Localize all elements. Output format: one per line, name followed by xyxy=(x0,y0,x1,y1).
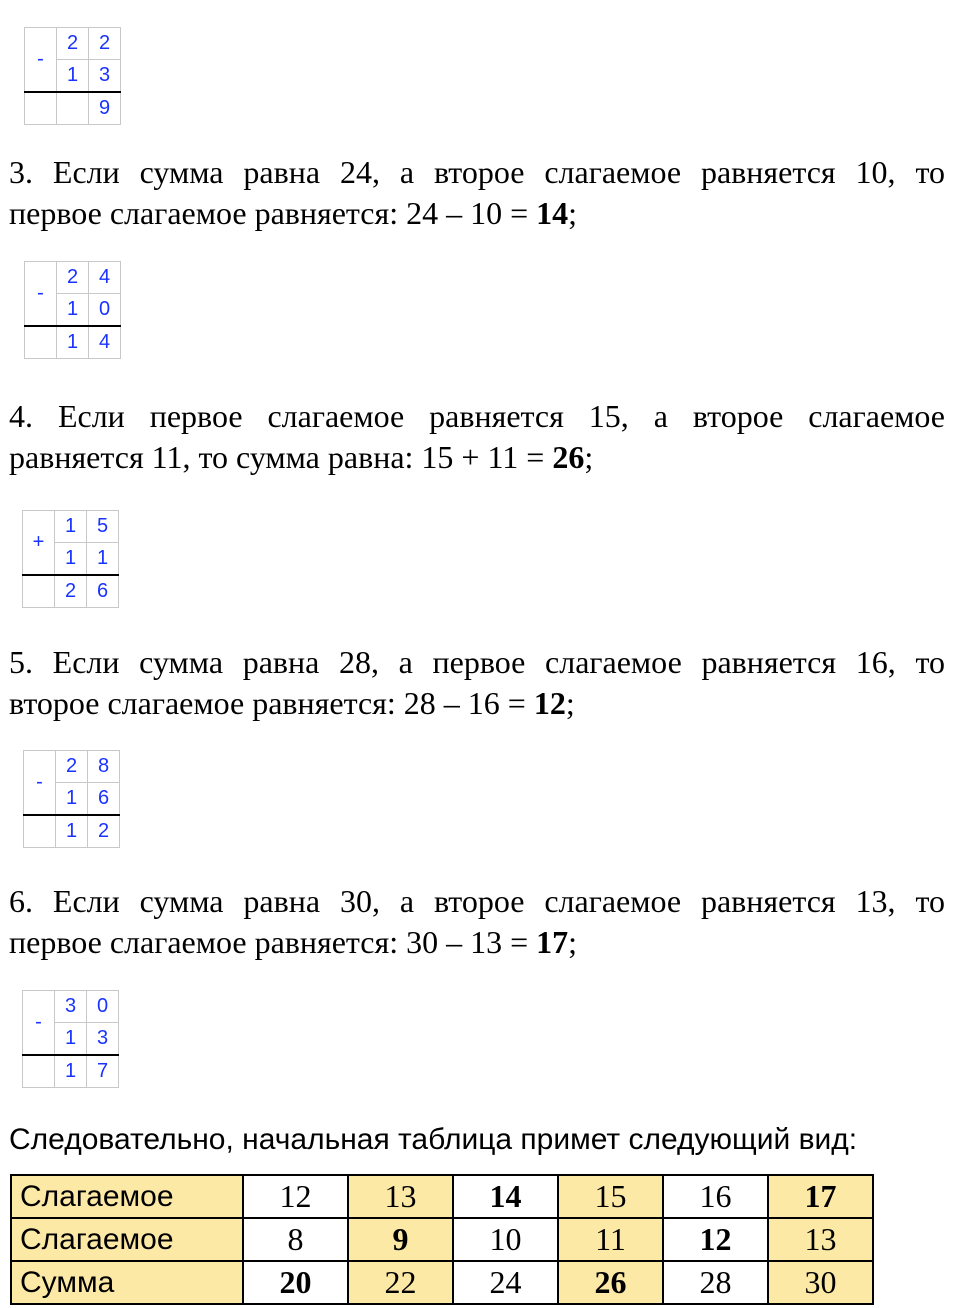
table-cell: 12 xyxy=(663,1218,768,1261)
calc-3-cell xyxy=(23,575,55,608)
calc-2-cell: 1 xyxy=(57,294,89,327)
calc-5-cell xyxy=(23,1055,55,1088)
table-cell: 8 xyxy=(243,1218,348,1261)
summary-table xyxy=(10,1174,874,1305)
calc-grid-2 xyxy=(24,261,121,359)
calc-2-cell: 1 xyxy=(57,326,89,359)
calc-grid-3 xyxy=(22,510,119,608)
calc-3-cell: 1 xyxy=(87,543,119,576)
paragraph-4 xyxy=(9,396,945,478)
calc-1-cell: 2 xyxy=(57,28,89,60)
calc-1-cell: 9 xyxy=(89,92,121,125)
calc-1-cell: 1 xyxy=(57,60,89,93)
table-cell: 13 xyxy=(768,1218,873,1261)
calc-5-cell: 1 xyxy=(55,1055,87,1088)
table-cell: 28 xyxy=(663,1261,768,1304)
table-cell: 10 xyxy=(453,1218,558,1261)
calc-1-cell: 2 xyxy=(89,28,121,60)
paragraph-5 xyxy=(9,642,945,724)
paragraph-5-answer: 12 xyxy=(533,685,566,721)
calc-2-cell: 4 xyxy=(89,326,121,359)
calc-grid-5 xyxy=(22,990,119,1088)
calc-1-operator: - xyxy=(25,28,57,93)
calc-5-cell: 3 xyxy=(87,1023,119,1056)
paragraph-3-text: первое слагаемое равняется: 24 – 10 = xyxy=(9,195,537,231)
calc-grid-1 xyxy=(24,27,121,125)
calc-5-cell: 1 xyxy=(55,1023,87,1056)
calc-2-cell: 2 xyxy=(57,262,89,294)
table-cell: 22 xyxy=(348,1261,453,1304)
paragraph-6-punct: ; xyxy=(568,924,578,960)
paragraph-3-punct: ; xyxy=(568,195,578,231)
paragraph-4-text: равняется 11, то сумма равна: 15 + 11 = xyxy=(9,439,553,475)
table-cell: 15 xyxy=(558,1175,663,1218)
table-cell: 30 xyxy=(768,1261,873,1304)
calc-2-cell: 0 xyxy=(89,294,121,327)
calc-3-cell: 5 xyxy=(87,511,119,543)
calc-2-cell xyxy=(25,326,57,359)
table-cell: 13 xyxy=(348,1175,453,1218)
calc-2-operator: - xyxy=(25,262,57,327)
calc-4-cell: 2 xyxy=(88,815,120,848)
paragraph-6-line-1: 6. Если сумма равна 30, а второе слагаемое равняется 13, то xyxy=(9,883,945,919)
calc-4-cell: 1 xyxy=(56,815,88,848)
calc-3-cell: 1 xyxy=(55,543,87,576)
table-cell: 17 xyxy=(768,1175,873,1218)
calc-3-cell: 6 xyxy=(87,575,119,608)
paragraph-5-punct: ; xyxy=(565,685,575,721)
table-cell: 20 xyxy=(243,1261,348,1304)
calc-1-cell xyxy=(25,92,57,125)
calc-grid-4 xyxy=(23,750,120,848)
table-row xyxy=(11,1175,873,1218)
paragraph-5-line-1: 5. Если сумма равна 28, а первое слагаемое равняется 16, то xyxy=(9,644,945,680)
calc-4-cell: 6 xyxy=(88,783,120,816)
calc-4-cell: 8 xyxy=(88,751,120,783)
table-cell: 24 xyxy=(453,1261,558,1304)
conclusion-text: Следовательно, начальная таблица примет следующий вид: xyxy=(9,1123,858,1156)
paragraph-3 xyxy=(9,152,945,234)
paragraph-5-line-2 xyxy=(9,683,945,724)
row-label: Сумма xyxy=(11,1261,243,1304)
calc-4-cell xyxy=(24,815,56,848)
calc-5-cell: 7 xyxy=(87,1055,119,1088)
paragraph-4-line-1: 4. Если первое слагаемое равняется 15, а второе слагаемое xyxy=(9,398,945,434)
row-label: Слагаемое xyxy=(11,1175,243,1218)
table-cell: 16 xyxy=(663,1175,768,1218)
table-row xyxy=(11,1261,873,1304)
calc-1-cell: 3 xyxy=(89,60,121,93)
paragraph-4-answer: 26 xyxy=(552,439,585,475)
paragraph-3-line-1: 3. Если сумма равна 24, а второе слагаемое равняется 10, то xyxy=(9,154,945,190)
paragraph-5-text: второе слагаемое равняется: 28 – 16 = xyxy=(9,685,534,721)
calc-3-cell: 2 xyxy=(55,575,87,608)
table-cell: 26 xyxy=(558,1261,663,1304)
paragraph-3-line-2 xyxy=(9,193,945,234)
table-cell: 14 xyxy=(453,1175,558,1218)
calc-3-operator: + xyxy=(23,511,55,576)
calc-4-cell: 2 xyxy=(56,751,88,783)
row-label: Слагаемое xyxy=(11,1218,243,1261)
calc-2-cell: 4 xyxy=(89,262,121,294)
table-row xyxy=(11,1218,873,1261)
paragraph-6-text: первое слагаемое равняется: 30 – 13 = xyxy=(9,924,537,960)
calc-4-cell: 1 xyxy=(56,783,88,816)
calc-5-cell: 3 xyxy=(55,991,87,1023)
calc-1-cell xyxy=(57,92,89,125)
calc-5-operator: - xyxy=(23,991,55,1056)
paragraph-6 xyxy=(9,881,945,963)
calc-4-operator: - xyxy=(24,751,56,816)
paragraph-6-answer: 17 xyxy=(536,924,569,960)
table-cell: 9 xyxy=(348,1218,453,1261)
paragraph-4-punct: ; xyxy=(584,439,594,475)
calc-3-cell: 1 xyxy=(55,511,87,543)
table-cell: 12 xyxy=(243,1175,348,1218)
paragraph-3-answer: 14 xyxy=(536,195,569,231)
paragraph-6-line-2 xyxy=(9,922,945,963)
calc-5-cell: 0 xyxy=(87,991,119,1023)
paragraph-4-line-2 xyxy=(9,437,945,478)
table-cell: 11 xyxy=(558,1218,663,1261)
